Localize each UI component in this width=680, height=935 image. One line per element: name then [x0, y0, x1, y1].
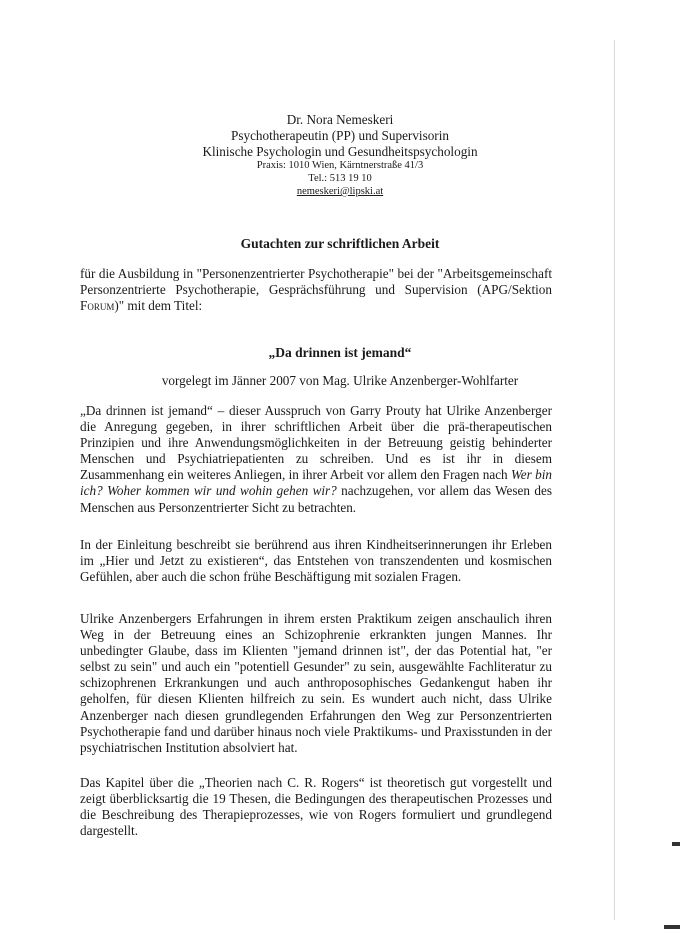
author-role: Psychotherapeutin (PP) und Supervisorin: [231, 128, 449, 143]
scan-edge-line: [614, 40, 615, 920]
author-name: Dr. Nora Nemeskeri: [286, 112, 394, 127]
author-role-2: Klinische Psychologin und Gesundheitspsychologin: [202, 144, 478, 159]
paragraph-2: In der Einleitung beschreibt sie berührend aus ihren Kindheitserinnerungen ihr Erleben im „Hier und Jetzt zu existieren“, das Entstehen von transzendenten und kosmischen Gefühlen, aber auch die schon frühe Beschäftigung mit sozialen Fragen.: [80, 537, 552, 585]
paragraph-4: Das Kapitel über die „Theorien nach C. R. Rogers“ ist theoretisch gut vorgestellt und zeigt überblicksartig die 19 Thesen, die Bedingungen des therapeutischen Prozesses und die Beschreibung des Therapieprozesses, wie von Rogers formuliert und grundlegend dargestellt.: [80, 775, 552, 839]
paragraph-1-text-b: nachzugehen, vor allem das Wesen des Menschen aus Personzentrierter Sicht zu betrachten.: [80, 483, 552, 515]
forum-text: Forum: [80, 298, 115, 314]
intro-text-2: )" mit dem Titel:: [114, 298, 203, 314]
paragraph-1-questions: Wer bin ich? Woher kommen wir und wohin gehen wir?: [80, 467, 552, 499]
practice-address: Praxis: 1010 Wien, Kärntnerstraße 41/3: [256, 160, 424, 171]
work-title: „Da drinnen ist jemand“: [268, 345, 412, 360]
phone-number: Tel.: 513 19 10: [308, 172, 372, 184]
document-title: Gutachten zur schriftlichen Arbeit: [240, 236, 440, 251]
paragraph-3: Ulrike Anzenbergers Erfahrungen in ihrem ersten Praktikum zeigen anschaulich ihren Weg in der Betreuung eines an Schizophrenie erkrankten jungen Mannes. Ihr unbedingter Glaube, dass im Klienten "jemand drinnen ist", der das Potential hat, "er selbst zu sein" und auch ein "potentiell Gesunder" zu sein, ausgewählte Fachliteratur zu schizophrenen Erkrankungen und auch anthroposophisches Gedankengut haben ihr geholfen, für diesen Klienten hilfreich zu sein. Es wundert auch nicht, dass Ulrike Anzenberger nach diesen grundlegenden Erfahrungen den Weg zur Personzentrierten Psychotherapie fand und darüber hinaus noch viele Praktikums- und Praxisstunden in der psychiatrischen Institution absolviert hat.: [80, 611, 552, 755]
email-link[interactable]: nemeskeri@lipski.at: [296, 186, 384, 197]
intro-paragraph: [80, 266, 552, 314]
paragraph-1-text-a: „Da drinnen ist jemand“ – dieser Ausspruch von Garry Prouty hat Ulrike Anzenberger die Anregung gegeben, in ihrer schriftlichen Arbeit über die prä-therapeutischen Prinzipien und ihre Anwendungsmöglichkeiten in der Betreuung geistig behinderter Menschen und Psychiatriepatienten zu schreiben. Und es ist ihr in diesem Zusammenhang ein weiteres Anliegen, in ihrer Arbeit vor allem den Fragen nach: [80, 403, 552, 483]
letterhead: [130, 112, 550, 198]
scan-edge-mark: [664, 925, 680, 929]
intro-text-1: für die Ausbildung in "Personenzentrierter Psychotherapie" bei der "Arbeitsgemeinschaft Personzentrierte Psychotherapie, Gesprächsführung und Supervision (APG/Sektion: [80, 266, 552, 298]
paragraph-1: [80, 403, 552, 516]
scan-edge-mark: [672, 842, 680, 846]
submission-line: vorgelegt im Jänner 2007 von Mag. Ulrike Anzenberger-Wohlfarter: [161, 373, 519, 388]
